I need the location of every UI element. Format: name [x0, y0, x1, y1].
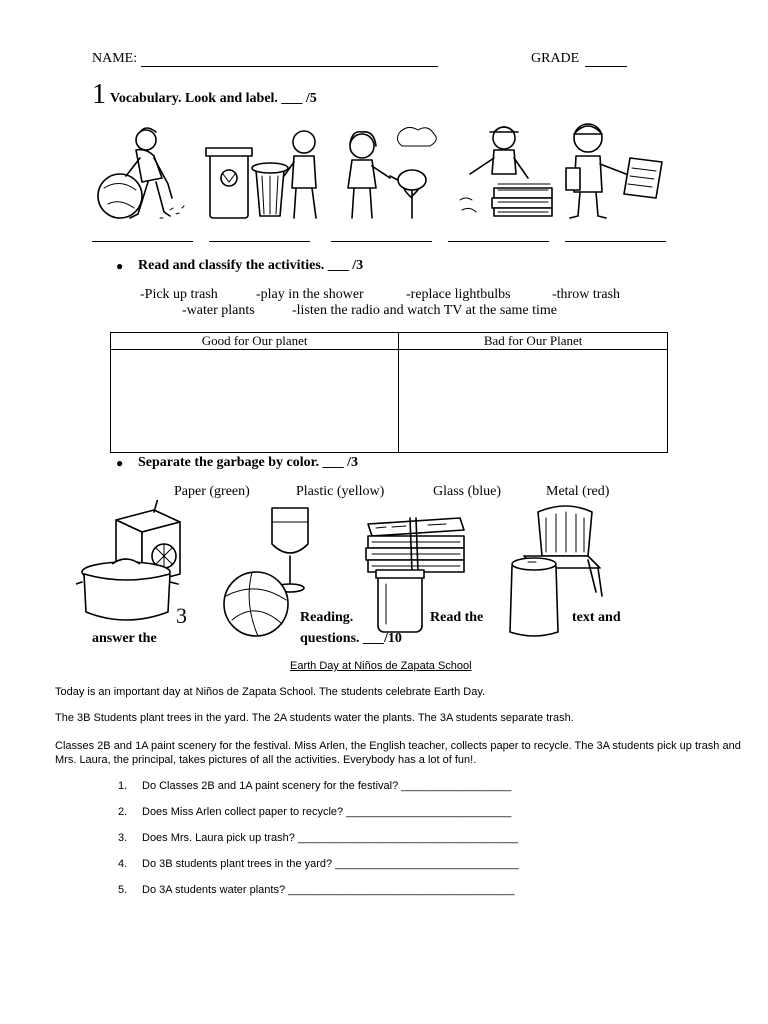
question-number: 2.	[118, 806, 128, 818]
activity-item: -throw trash	[552, 287, 621, 302]
label-blank-4[interactable]	[448, 241, 549, 242]
color-label-paper: Paper (green)	[174, 484, 250, 499]
beach-ball-icon	[224, 572, 288, 636]
section3-title: Separate the garbage by color. ___ /3	[138, 455, 358, 470]
bad-answer-cell[interactable]	[399, 350, 668, 453]
color-label-plastic: Plastic (yellow)	[296, 484, 385, 499]
name-label: NAME:	[92, 51, 138, 66]
activity-item: -Pick up trash	[140, 287, 218, 302]
column-header-good: Good for Our planet	[111, 333, 399, 350]
label-blank-1[interactable]	[92, 241, 193, 242]
grade-label: GRADE	[531, 51, 580, 66]
girl-watering-plant-icon	[348, 127, 436, 218]
section-number-3: 3	[176, 603, 187, 628]
section1-title: Vocabulary. Look and label. ___ /5	[110, 91, 317, 106]
vocabulary-pictures	[90, 118, 680, 226]
activity-item: -play in the shower	[256, 287, 364, 302]
recycle-bin-boy-icon	[206, 131, 316, 218]
boy-with-newspaper-icon	[566, 124, 662, 218]
story-paragraph: Classes 2B and 1A paint scenery for the festival. Miss Arlen, the English teacher, collects paper to recycle. The 3A students pick up trash and Mrs. Laura, the principal, takes pictures of all the activities. Everybody has a lot of fun!.	[55, 740, 741, 766]
newspaper-stack-icon	[460, 127, 552, 216]
bullet-icon: ●	[116, 259, 124, 273]
label-blank-3[interactable]	[331, 241, 432, 242]
question-text: Do Classes 2B and 1A paint scenery for the festival? __________________	[142, 780, 512, 792]
activity-item: -replace lightbulbs	[406, 287, 511, 302]
question-number: 5.	[118, 884, 128, 896]
question-number: 4.	[118, 858, 128, 870]
activity-item: -water plants	[182, 303, 255, 318]
activity-item: -listen the radio and watch TV at the same time	[292, 303, 558, 318]
glass-jar-icon	[376, 570, 424, 632]
question-text: Do 3A students water plants? _____________________________________	[142, 884, 515, 896]
reading-word: text and	[572, 610, 621, 625]
reading-word: answer the	[92, 631, 157, 646]
story-title: Earth Day at Niños de Zapata School	[290, 660, 472, 672]
color-label-glass: Glass (blue)	[433, 484, 502, 499]
section2-title: Read and classify the activities. ___ /3	[138, 258, 364, 273]
grade-field[interactable]	[585, 66, 627, 67]
reading-word: Reading.	[300, 610, 354, 625]
question-text: Does Miss Arlen collect paper to recycle? ___________________________	[142, 806, 512, 818]
newspaper-bundle-icon	[366, 518, 464, 572]
cooking-pot-icon	[76, 559, 178, 620]
label-blank-2[interactable]	[209, 241, 310, 242]
reading-word: questions. ___/10	[300, 631, 402, 646]
section-number-1: 1	[92, 79, 106, 110]
person-picking-trash-icon	[98, 128, 184, 218]
classify-table	[110, 332, 668, 453]
reading-word: Read the	[430, 610, 484, 625]
story-paragraph: The 3B Students plant trees in the yard. The 2A students water the plants. The 3A students separate trash.	[55, 712, 574, 724]
label-blank-5[interactable]	[565, 241, 666, 242]
color-label-metal: Metal (red)	[546, 484, 610, 499]
name-field[interactable]	[141, 66, 438, 67]
question-text: Does Mrs. Laura pick up trash? ____________________________________	[142, 832, 519, 844]
question-text: Do 3B students plant trees in the yard? ______________________________	[142, 858, 519, 870]
question-number: 1.	[118, 780, 128, 792]
story-paragraph: Today is an important day at Niños de Zapata School. The students celebrate Earth Day.	[55, 686, 486, 698]
soda-can-icon	[510, 558, 558, 636]
column-header-bad: Bad for Our Planet	[399, 333, 668, 350]
question-number: 3.	[118, 832, 128, 844]
good-answer-cell[interactable]	[111, 350, 399, 453]
bullet-icon: ●	[116, 456, 124, 470]
